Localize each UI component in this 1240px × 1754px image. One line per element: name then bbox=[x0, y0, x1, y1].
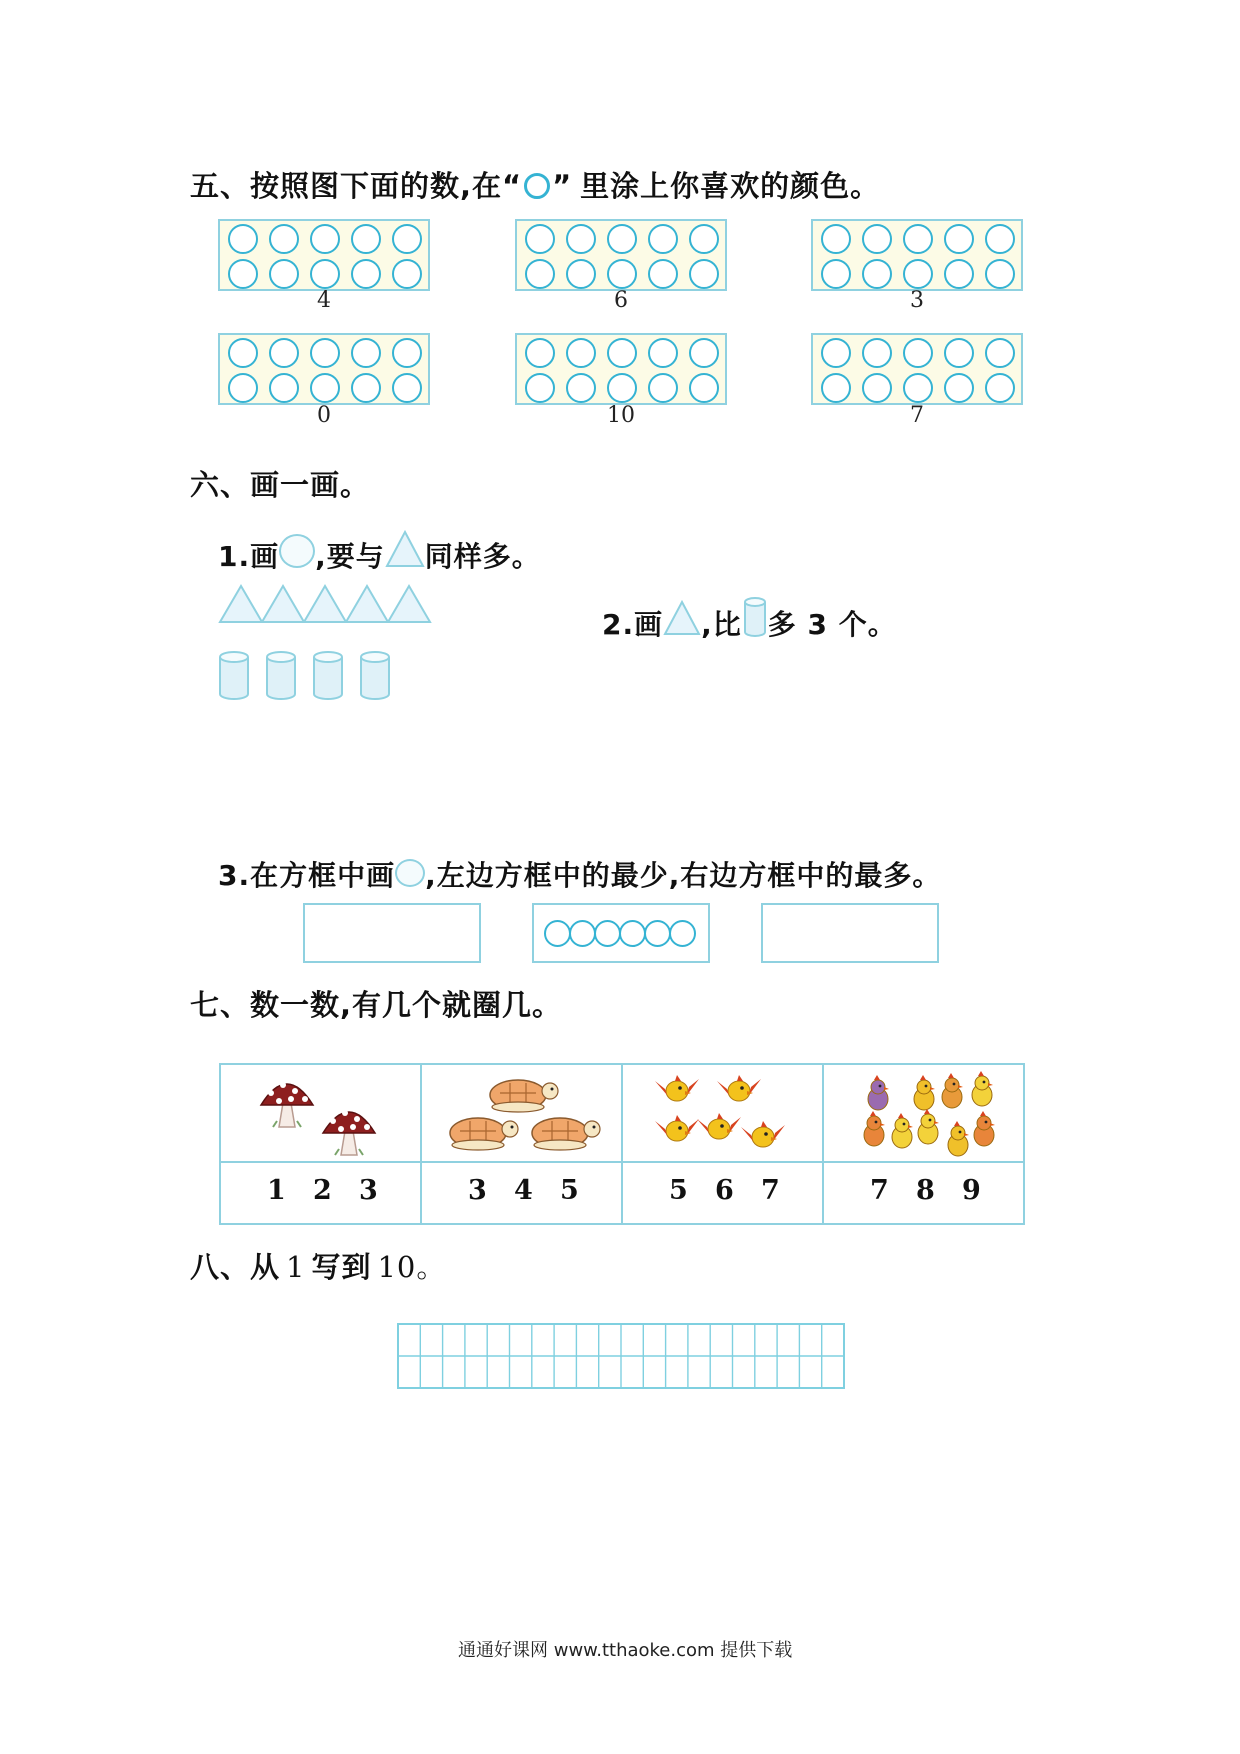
cylinders-svg bbox=[218, 650, 398, 702]
circle-icon bbox=[569, 920, 596, 947]
colorable-circle[interactable] bbox=[310, 224, 340, 254]
turtle-icon bbox=[490, 1080, 558, 1112]
colorable-circle[interactable] bbox=[821, 259, 851, 289]
colorable-circle[interactable] bbox=[607, 224, 637, 254]
triangle-icon bbox=[346, 586, 388, 622]
chick-icon bbox=[892, 1113, 913, 1148]
frame-number: 6 bbox=[614, 288, 628, 313]
q1-part-c: 同样多。 bbox=[424, 540, 541, 573]
colorable-circle[interactable] bbox=[648, 259, 678, 289]
circle-icon bbox=[524, 173, 550, 199]
bird-icon bbox=[717, 1075, 761, 1101]
frame-number: 4 bbox=[317, 288, 331, 313]
colorable-circle[interactable] bbox=[351, 338, 381, 368]
turtles-picture bbox=[424, 1067, 619, 1161]
triangle-icon bbox=[388, 586, 430, 622]
circle-icon bbox=[644, 920, 671, 947]
colorable-circle[interactable] bbox=[525, 373, 555, 403]
colorable-circle[interactable] bbox=[985, 224, 1015, 254]
count-table bbox=[219, 1063, 1025, 1225]
count-choice[interactable]: 7 bbox=[870, 1175, 889, 1206]
colorable-circle[interactable] bbox=[862, 338, 892, 368]
bird-icon bbox=[655, 1115, 699, 1141]
writing-grid-svg bbox=[397, 1323, 847, 1389]
colorable-circle[interactable] bbox=[228, 373, 258, 403]
colorable-circle[interactable] bbox=[228, 224, 258, 254]
colorable-circle[interactable] bbox=[648, 224, 678, 254]
colorable-circle[interactable] bbox=[821, 338, 851, 368]
colorable-circle[interactable] bbox=[392, 259, 422, 289]
left-draw-box[interactable] bbox=[303, 903, 481, 963]
colorable-circle[interactable] bbox=[566, 338, 596, 368]
section5-title-part2: 里涂上你喜欢的颜色。 bbox=[580, 169, 881, 203]
birds-picture bbox=[625, 1067, 820, 1161]
cylinder-icon bbox=[267, 652, 295, 699]
bird-icon bbox=[741, 1121, 785, 1147]
count-choice[interactable]: 6 bbox=[715, 1175, 734, 1206]
colorable-circle[interactable] bbox=[566, 259, 596, 289]
colorable-circle[interactable] bbox=[269, 338, 299, 368]
colorable-circle[interactable] bbox=[689, 224, 719, 254]
colorable-circle[interactable] bbox=[269, 224, 299, 254]
ten-frame bbox=[515, 333, 727, 405]
q2-part-a: 2.画 bbox=[602, 608, 664, 641]
colorable-circle[interactable] bbox=[903, 224, 933, 254]
chick-icon bbox=[942, 1073, 963, 1108]
footer-text: 通通好课网 www.tthaoke.com 提供下载 bbox=[458, 1640, 793, 1661]
section8-title-a: 八、从 bbox=[190, 1250, 281, 1284]
count-cell bbox=[824, 1065, 1025, 1223]
count-choice[interactable]: 8 bbox=[916, 1175, 935, 1206]
colorable-circle[interactable] bbox=[944, 373, 974, 403]
colorable-circle[interactable] bbox=[903, 373, 933, 403]
colorable-circle[interactable] bbox=[607, 259, 637, 289]
frame-number: 10 bbox=[607, 403, 635, 428]
frame-number: 7 bbox=[910, 403, 924, 428]
colorable-circle[interactable] bbox=[351, 224, 381, 254]
count-choice[interactable]: 4 bbox=[514, 1175, 533, 1206]
chick-icon bbox=[972, 1071, 993, 1106]
colorable-circle[interactable] bbox=[903, 259, 933, 289]
colorable-circle[interactable] bbox=[392, 338, 422, 368]
section5-title-part1: 五、按照图下面的数,在 bbox=[190, 169, 503, 203]
colorable-circle[interactable] bbox=[607, 338, 637, 368]
chick-icon bbox=[974, 1111, 995, 1146]
section5-close-quote: ” bbox=[552, 169, 573, 203]
chick-icon bbox=[918, 1109, 939, 1144]
q2-part-c: 多 3 个。 bbox=[767, 608, 897, 641]
count-choice[interactable]: 5 bbox=[560, 1175, 579, 1206]
colorable-circle[interactable] bbox=[689, 373, 719, 403]
colorable-circle[interactable] bbox=[862, 224, 892, 254]
colorable-circle[interactable] bbox=[351, 259, 381, 289]
colorable-circle[interactable] bbox=[862, 259, 892, 289]
colorable-circle[interactable] bbox=[310, 338, 340, 368]
circle-icon bbox=[395, 859, 425, 887]
chick-icon bbox=[864, 1111, 885, 1146]
circle-icon bbox=[279, 534, 315, 568]
colorable-circle[interactable] bbox=[351, 373, 381, 403]
circle-icon bbox=[669, 920, 696, 947]
colorable-circle[interactable] bbox=[985, 259, 1015, 289]
colorable-circle[interactable] bbox=[821, 224, 851, 254]
middle-box bbox=[532, 903, 710, 963]
q3-part-a: 3.在方框中画 bbox=[218, 859, 396, 892]
colorable-circle[interactable] bbox=[944, 224, 974, 254]
frame-number: 3 bbox=[910, 288, 924, 313]
triangles-svg bbox=[218, 584, 433, 624]
circle-icon bbox=[594, 920, 621, 947]
colorable-circle[interactable] bbox=[566, 224, 596, 254]
colorable-circle[interactable] bbox=[228, 338, 258, 368]
ten-frame bbox=[811, 219, 1023, 291]
mushroom-icon bbox=[323, 1110, 375, 1155]
cylinder-icon bbox=[220, 652, 248, 699]
ten-frame bbox=[218, 219, 430, 291]
chick-icon bbox=[914, 1075, 935, 1110]
colorable-circle[interactable] bbox=[607, 373, 637, 403]
circle-icon bbox=[544, 920, 571, 947]
count-choice[interactable]: 7 bbox=[761, 1175, 780, 1206]
colorable-circle[interactable] bbox=[648, 338, 678, 368]
colorable-circle[interactable] bbox=[862, 373, 892, 403]
colorable-circle[interactable] bbox=[689, 259, 719, 289]
cylinder-row bbox=[218, 650, 398, 706]
colorable-circle[interactable] bbox=[525, 338, 555, 368]
q1-text bbox=[218, 530, 541, 575]
writing-grid[interactable] bbox=[397, 1323, 847, 1393]
colorable-circle[interactable] bbox=[228, 259, 258, 289]
count-choice[interactable]: 5 bbox=[669, 1175, 688, 1206]
colorable-circle[interactable] bbox=[566, 373, 596, 403]
section6-title: 六、画一画。 bbox=[190, 468, 371, 502]
frame-number: 0 bbox=[317, 403, 331, 428]
colorable-circle[interactable] bbox=[689, 338, 719, 368]
chick-icon bbox=[948, 1121, 969, 1156]
triangle-row bbox=[218, 584, 433, 628]
turtle-icon bbox=[532, 1118, 600, 1150]
triangle-icon bbox=[385, 530, 425, 575]
q3-text bbox=[218, 854, 941, 894]
count-cell bbox=[422, 1065, 623, 1223]
triangle-icon bbox=[304, 586, 346, 622]
right-draw-box[interactable] bbox=[761, 903, 939, 963]
bird-icon bbox=[655, 1075, 699, 1101]
cylinder-icon bbox=[742, 596, 768, 645]
section5-open-quote: “ bbox=[502, 169, 523, 203]
count-choice[interactable]: 1 bbox=[267, 1175, 286, 1206]
count-choice[interactable]: 3 bbox=[359, 1175, 378, 1206]
count-choice[interactable]: 3 bbox=[468, 1175, 487, 1206]
triangle-icon bbox=[262, 586, 304, 622]
colorable-circle[interactable] bbox=[310, 373, 340, 403]
colorable-circle[interactable] bbox=[985, 373, 1015, 403]
colorable-circle[interactable] bbox=[525, 224, 555, 254]
cylinder-icon bbox=[314, 652, 342, 699]
section8-title-num: 1 bbox=[286, 1250, 306, 1284]
colorable-circle[interactable] bbox=[269, 259, 299, 289]
count-cell bbox=[623, 1065, 824, 1223]
section8-title-end: 10。 bbox=[377, 1250, 447, 1284]
bird-icon bbox=[697, 1113, 741, 1139]
mushrooms-picture bbox=[223, 1067, 418, 1161]
circle-icon bbox=[619, 920, 646, 947]
mushroom-icon bbox=[261, 1082, 313, 1127]
q1-part-a: 1.画 bbox=[218, 540, 280, 573]
turtle-icon bbox=[450, 1118, 518, 1150]
colorable-circle[interactable] bbox=[985, 338, 1015, 368]
colorable-circle[interactable] bbox=[392, 224, 422, 254]
q2-part-b: ,比 bbox=[701, 608, 742, 641]
section7-title: 七、数一数,有几个就圈几。 bbox=[190, 988, 563, 1022]
q2-text bbox=[602, 596, 897, 645]
colorable-circle[interactable] bbox=[944, 259, 974, 289]
section8-title-b: 写到 bbox=[311, 1250, 372, 1284]
colorable-circle[interactable] bbox=[648, 373, 678, 403]
count-cell bbox=[221, 1065, 422, 1223]
triangle-icon bbox=[220, 586, 262, 622]
colorable-circle[interactable] bbox=[392, 373, 422, 403]
colorable-circle[interactable] bbox=[821, 373, 851, 403]
ten-frame bbox=[811, 333, 1023, 405]
chicks-picture bbox=[826, 1067, 1021, 1161]
triangle-icon bbox=[663, 600, 701, 643]
ten-frame bbox=[515, 219, 727, 291]
chick-icon bbox=[868, 1075, 889, 1110]
q1-part-b: ,要与 bbox=[315, 540, 385, 573]
colorable-circle[interactable] bbox=[525, 259, 555, 289]
colorable-circle[interactable] bbox=[944, 338, 974, 368]
cylinder-icon bbox=[361, 652, 389, 699]
colorable-circle[interactable] bbox=[903, 338, 933, 368]
section8-title bbox=[190, 1245, 446, 1286]
colorable-circle[interactable] bbox=[269, 373, 299, 403]
count-choice[interactable]: 9 bbox=[962, 1175, 981, 1206]
ten-frame bbox=[218, 333, 430, 405]
q3-part-b: ,左边方框中的最少,右边方框中的最多。 bbox=[425, 859, 942, 892]
count-choice[interactable]: 2 bbox=[313, 1175, 332, 1206]
colorable-circle[interactable] bbox=[310, 259, 340, 289]
section5-title bbox=[190, 164, 880, 205]
